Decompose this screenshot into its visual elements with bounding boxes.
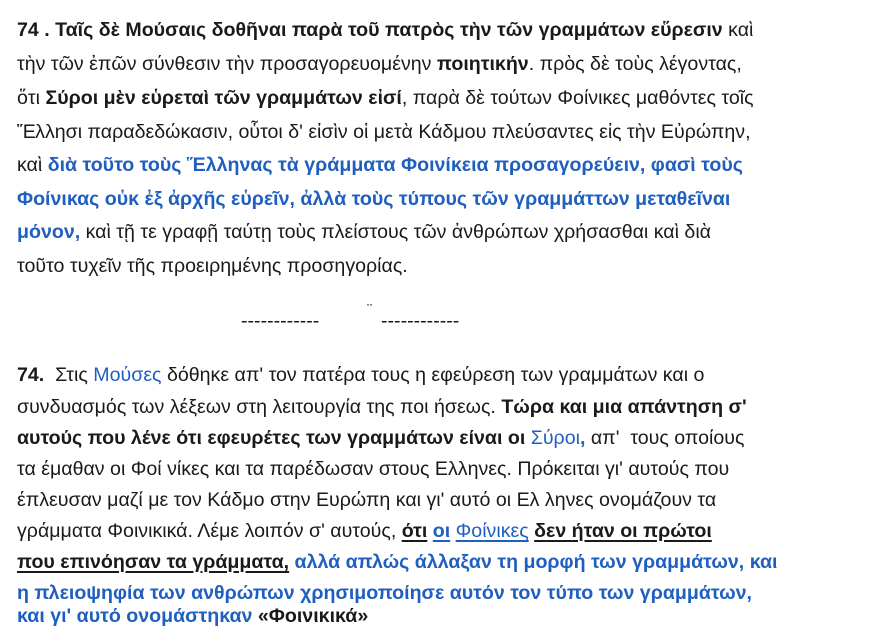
modern-line-7-underlined: που επινόησαν τα γράμματα,	[17, 551, 290, 573]
modern-line-2	[17, 395, 747, 419]
greek-line-6: Φοίνικας οὐκ ἐξ ἀρχῆς εὑρεῖν, ἀλλὰ τοὺς τύπους τῶν γραμμάττων μεταθεῖναι	[17, 188, 731, 210]
greek-line-2	[17, 52, 742, 76]
greek-line-3-text-end: , παρὰ δὲ τούτων Φοίνικες μαθόντες τοῖς	[401, 87, 754, 109]
separator-dots: ¨	[367, 302, 373, 319]
modern-line-8: η πλειοψηφία των ανθρώπων χρησιμοποίησε αυτόν τον τύπο των γραμμάτων,	[17, 582, 752, 604]
modern-line-9	[17, 604, 368, 628]
modern-line-3-blue: Σύροι	[530, 427, 580, 449]
paragraph-number: 74.	[17, 364, 45, 386]
greek-line-4: Ἕλλησι παραδεδώκασιν, οὗτοι δ' εἰσὶν οἱ μετὰ Κάδμου πλεύσαντες εἰς τὴν Εὐρώπην,	[17, 121, 751, 143]
modern-line-6-blue-2: Φοίνικες	[455, 520, 529, 542]
greek-line-5-blue: διὰ τοῦτο τοὺς Ἕλληνας τὰ γράμματα Φοινίκεια προσαγορεύειν, φασὶ τοὺς	[47, 154, 743, 176]
modern-line-1	[17, 363, 704, 387]
modern-line-3-text: απ' τους οποίους	[585, 427, 745, 449]
greek-line-1-text: καὶ	[722, 19, 754, 41]
section-separator	[241, 302, 501, 332]
greek-line-3-bold: Σύροι μὲν εὑρεταὶ τῶν γραμμάτων εἰσί	[45, 87, 402, 109]
greek-line-7-blue: μόνον,	[17, 221, 81, 243]
greek-line-2-text-end: . πρὸς δὲ τοὺς λέγοντας,	[528, 53, 742, 75]
modern-line-9-blue: και γι' αυτό ονομάστηκαν	[17, 605, 258, 627]
modern-line-1-text: Στις	[44, 364, 94, 386]
modern-line-2-text: συνδυασμός των λέξεων στη λειτουργία της ποι ήσεως.	[17, 396, 502, 418]
modern-line-4: τα έμαθαν οι Φοί νίκες και τα παρέδωσαν στους Ελληνες. Πρόκειται γι' αυτούς που	[17, 458, 730, 480]
greek-line-1	[17, 18, 753, 42]
greek-line-7	[17, 220, 711, 244]
modern-line-1-text-end: δόθηκε απ' τον πατέρα τους η εφεύρεση των γραμμάτων και ο	[161, 364, 705, 386]
modern-line-1-blue: Μούσες	[93, 364, 162, 386]
modern-line-9-bold: «Φοινικικά»	[257, 605, 369, 627]
modern-line-6-underlined-2: δεν ήταν οι πρώτοι	[534, 520, 712, 542]
modern-line-6-text: γράμματα Φοινικικά. Λέμε λοιπόν σ' αυτούς,	[17, 520, 402, 542]
modern-line-3-comma: ,	[579, 427, 586, 449]
greek-line-3	[17, 86, 754, 110]
greek-line-7-text: καὶ τῇ τε γραφῇ ταύτῃ τοὺς πλείστους τῶν ἀνθρώπων χρήσασθαι καὶ διὰ	[80, 221, 711, 243]
greek-line-1-bold: 74 . Ταῖς δὲ Μούσαις δοθῆναι παρὰ τοῦ πατρὸς τὴν τῶν γραμμάτων εὕρεσιν	[17, 19, 723, 41]
modern-line-2-bold: Τώρα και μια απάντηση σ'	[501, 396, 747, 418]
modern-line-6-blue-1: οι	[432, 520, 451, 542]
greek-line-8: τοῦτο τυχεῖν τῆς προειρημένης προσηγορίας.	[17, 255, 408, 277]
greek-line-5	[17, 153, 743, 177]
modern-line-5: έπλευσαν μαζί με τον Κάδμο στην Ευρώπη και γι' αυτό οι Ελ ληνες ονομάζουν τα	[17, 489, 717, 511]
modern-line-6	[17, 519, 712, 543]
modern-line-3	[17, 426, 744, 450]
modern-line-6-underlined-1: ότι	[401, 520, 428, 542]
greek-line-2-text: τὴν τῶν ἐπῶν σύνθεσιν τὴν προσαγορευομένην	[17, 53, 437, 75]
greek-line-2-bold: ποιητικήν	[436, 53, 529, 75]
modern-line-3-bold: αυτούς που λένε ότι εφευρέτες των γραμμάτων είναι οι	[17, 427, 531, 449]
separator-dashes-right: ------------	[381, 310, 460, 332]
modern-line-7	[17, 550, 777, 574]
modern-line-7-blue: αλλά απλώς άλλαξαν τη μορφή των γραμμάτων, και	[289, 551, 778, 573]
greek-line-5-text: καὶ	[17, 154, 48, 176]
greek-line-3-text: ὅτι	[17, 87, 46, 109]
separator-dashes-left: ------------	[241, 310, 320, 332]
